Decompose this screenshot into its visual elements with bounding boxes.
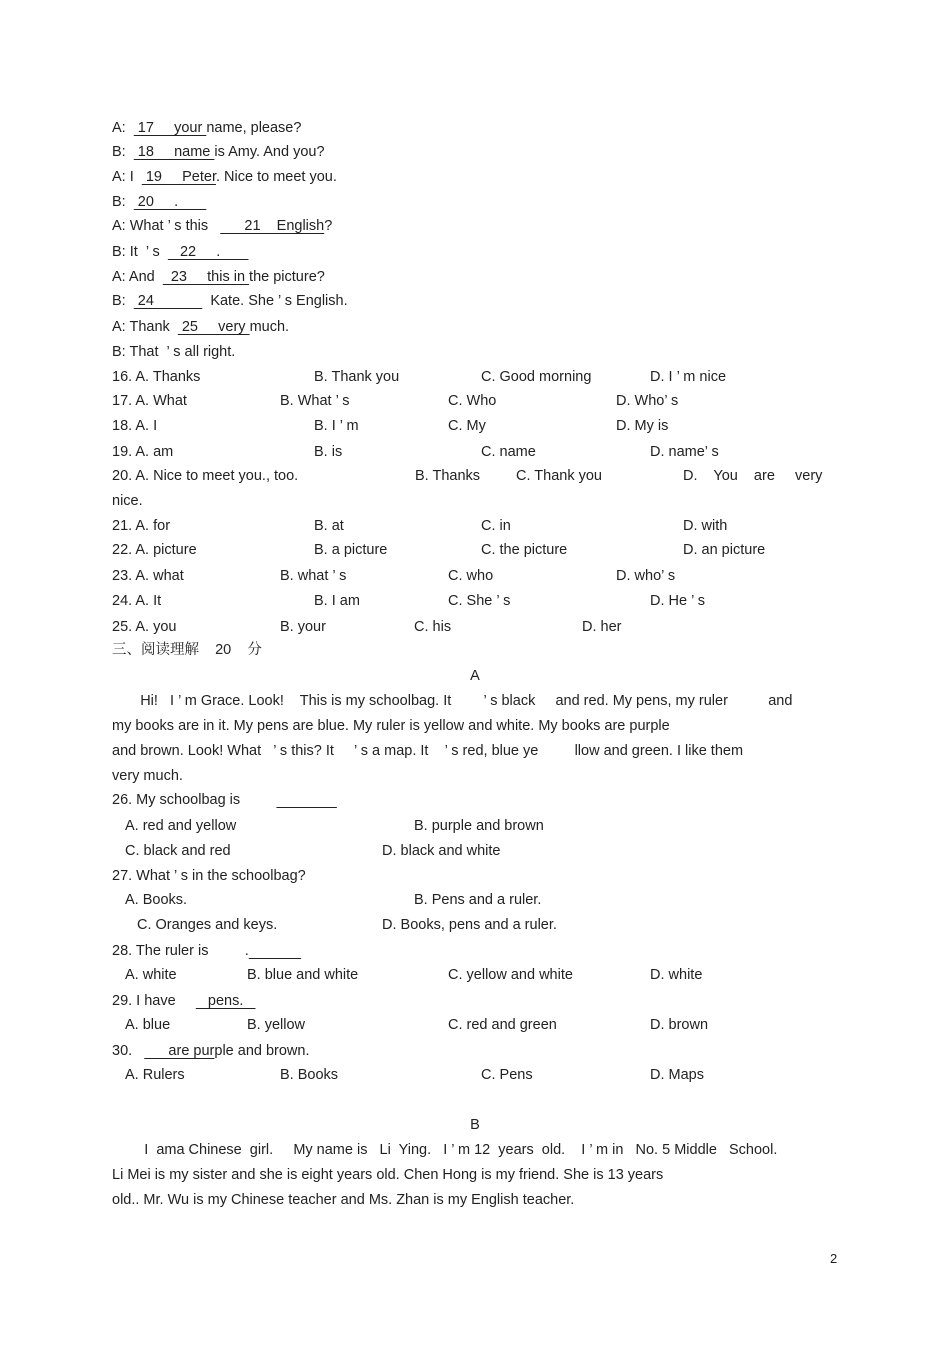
blank: 23 this in [162, 269, 250, 285]
option-a: A. Books. [125, 892, 188, 908]
option-a: 16. A. Thanks [112, 369, 201, 385]
option-c: C. Pens [481, 1067, 533, 1083]
line-text: A: What ’ s this [112, 218, 221, 234]
option-d: D. her [582, 619, 622, 635]
blank: 21 English [220, 218, 325, 234]
stem-text: 29. I have [112, 993, 196, 1009]
option-c: C. Who [448, 393, 497, 409]
passage-line: old.. Mr. Wu is my Chinese teacher and Ms. Zhan is my English teacher. [112, 1192, 575, 1208]
option-d: D. brown [650, 1017, 709, 1033]
option-a: 19. A. am [112, 444, 174, 460]
passage-b-label: B [470, 1117, 480, 1133]
line-text: B: [112, 144, 134, 160]
dialogue-line [112, 193, 206, 211]
option-a: 25. A. you [112, 619, 177, 635]
dialogue-line [112, 343, 235, 361]
question-stem: 27. What ’ s in the schoolbag? [112, 868, 306, 884]
option-b: B. blue and white [247, 967, 359, 983]
stem-text: ple and brown. [214, 1043, 310, 1059]
option-a: A. blue [125, 1017, 171, 1033]
dialogue-line [112, 143, 325, 161]
line-text: the picture? [249, 269, 325, 285]
passage-line: Li Mei is my sister and she is eight years old. Chen Hong is my friend. She is 13 years [112, 1167, 664, 1183]
dialogue-line [112, 217, 332, 235]
option-a: 24. A. It [112, 593, 162, 609]
option-c: C. Thank you [516, 468, 602, 484]
option-d: D. white [650, 967, 703, 983]
option-b: B. what ’ s [280, 568, 347, 584]
option-a: A. red and yellow [125, 818, 237, 834]
option-c: C. red and green [448, 1017, 557, 1033]
option-a: 18. A. I [112, 418, 158, 434]
option-a: 17. A. What [112, 393, 187, 409]
blank: 24 [133, 293, 203, 309]
line-text: A: And [112, 269, 163, 285]
line-text: . Nice to meet you. [216, 169, 337, 185]
option-c: C. the picture [481, 542, 568, 558]
stem-text: 26. My schoolbag is [112, 792, 277, 808]
passage-line: very much. [112, 768, 183, 784]
question-stem [112, 992, 255, 1010]
blank: 19 Peter [141, 169, 216, 185]
passage-line: Hi! I ’ m Grace. Look! This is my schoolbag. It ’ s black and red. My pens, my ruler and [112, 693, 793, 709]
stem-text: 28. The ruler is . [112, 943, 249, 959]
line-text: B: It ’ s [112, 244, 168, 260]
option-c: C. in [481, 518, 511, 534]
passage-line: I ama Chinese girl. My name is Li Ying. I ’ m 12 years old. I ’ m in No. 5 Middle School. [112, 1142, 778, 1158]
section-heading: 三、阅读理解 20 分 [112, 642, 262, 658]
line-text: B: [112, 293, 134, 309]
option-b: B. Thank you [314, 369, 400, 385]
stem-text: 30. [112, 1043, 145, 1059]
option-d: D. Maps [650, 1067, 704, 1083]
option-b: B. What ’ s [280, 393, 350, 409]
option-a: 21. A. for [112, 518, 171, 534]
line-text: A: I [112, 169, 142, 185]
option-d: D. with [683, 518, 728, 534]
option-b: B. yellow [247, 1017, 306, 1033]
option-d: D. You are very [683, 468, 823, 484]
option-c: C. who [448, 568, 494, 584]
blank: 20 . [133, 194, 207, 210]
question-stem [112, 791, 337, 809]
option-b: B. Pens and a ruler. [414, 892, 542, 908]
line-text: name, please? [206, 120, 302, 136]
option-d: D. who’ s [616, 568, 676, 584]
option-b: B. Books [280, 1067, 339, 1083]
option-b: B. I am [314, 593, 360, 609]
option-d: D. He ’ s [650, 593, 706, 609]
dialogue-line [112, 268, 325, 286]
passage-a-label: A [470, 668, 480, 684]
passage-line: my books are in it. My pens are blue. My ruler is yellow and white. My books are purple [112, 718, 670, 734]
dialogue-line [112, 292, 348, 310]
option-c: C. She ’ s [448, 593, 511, 609]
dialogue-line [112, 119, 301, 137]
dialogue-line [112, 243, 248, 261]
line-text: ? [324, 218, 333, 234]
option-d: D. name’ s [650, 444, 719, 460]
option-d-continued: nice. [112, 493, 143, 509]
blank: 17 your [133, 120, 207, 136]
passage-line: and brown. Look! What ’ s this? It ’ s a map. It ’ s red, blue ye llow and green. I like them [112, 743, 744, 759]
option-c: C. Good morning [481, 369, 592, 385]
option-b: B. at [314, 518, 344, 534]
option-d: D. My is [616, 418, 669, 434]
option-d: D. Who’ s [616, 393, 679, 409]
option-a: A. Rulers [125, 1067, 185, 1083]
option-c: C. My [448, 418, 486, 434]
option-b: B. Thanks [415, 468, 481, 484]
question-stem [112, 1042, 310, 1060]
option-b: B. your [280, 619, 326, 635]
option-d: D. an picture [683, 542, 766, 558]
dialogue-line [112, 168, 337, 186]
option-c: C. yellow and white [448, 967, 573, 983]
option-d: D. Books, pens and a ruler. [382, 917, 557, 933]
option-a: 22. A. picture [112, 542, 197, 558]
option-b: B. purple and brown [414, 818, 544, 834]
page-number: 2 [830, 1251, 838, 1266]
line-text: B: [112, 194, 134, 210]
option-d: D. I ’ m nice [650, 369, 727, 385]
dialogue-line [112, 318, 289, 336]
option-b: B. is [314, 444, 343, 460]
blank: pens. [195, 993, 256, 1009]
line-text: Kate. She ’ s English. [202, 293, 348, 309]
option-a: 23. A. what [112, 568, 184, 584]
option-b: B. I ’ m [314, 418, 359, 434]
option-b: B. a picture [314, 542, 388, 558]
blank [276, 792, 336, 808]
line-text: A: [112, 120, 134, 136]
blank: 22 . [167, 244, 249, 260]
line-text: much. [249, 319, 290, 335]
option-c: C. black and red [125, 843, 231, 859]
line-text: B: That ’ s all right. [112, 344, 236, 360]
blank: are pur [144, 1043, 215, 1059]
option-a: A. white [125, 967, 177, 983]
blank [249, 943, 301, 959]
blank: 18 name [133, 144, 215, 160]
option-a: 20. A. Nice to meet you., too. [112, 468, 299, 484]
option-c: C. his [414, 619, 452, 635]
option-d: D. black and white [382, 843, 501, 859]
question-stem [112, 942, 301, 960]
option-c: C. name [481, 444, 536, 460]
line-text: A: Thank [112, 319, 178, 335]
option-c: C. Oranges and keys. [137, 917, 278, 933]
blank: 25 very [177, 319, 250, 335]
line-text: is Amy. And you? [214, 144, 325, 160]
